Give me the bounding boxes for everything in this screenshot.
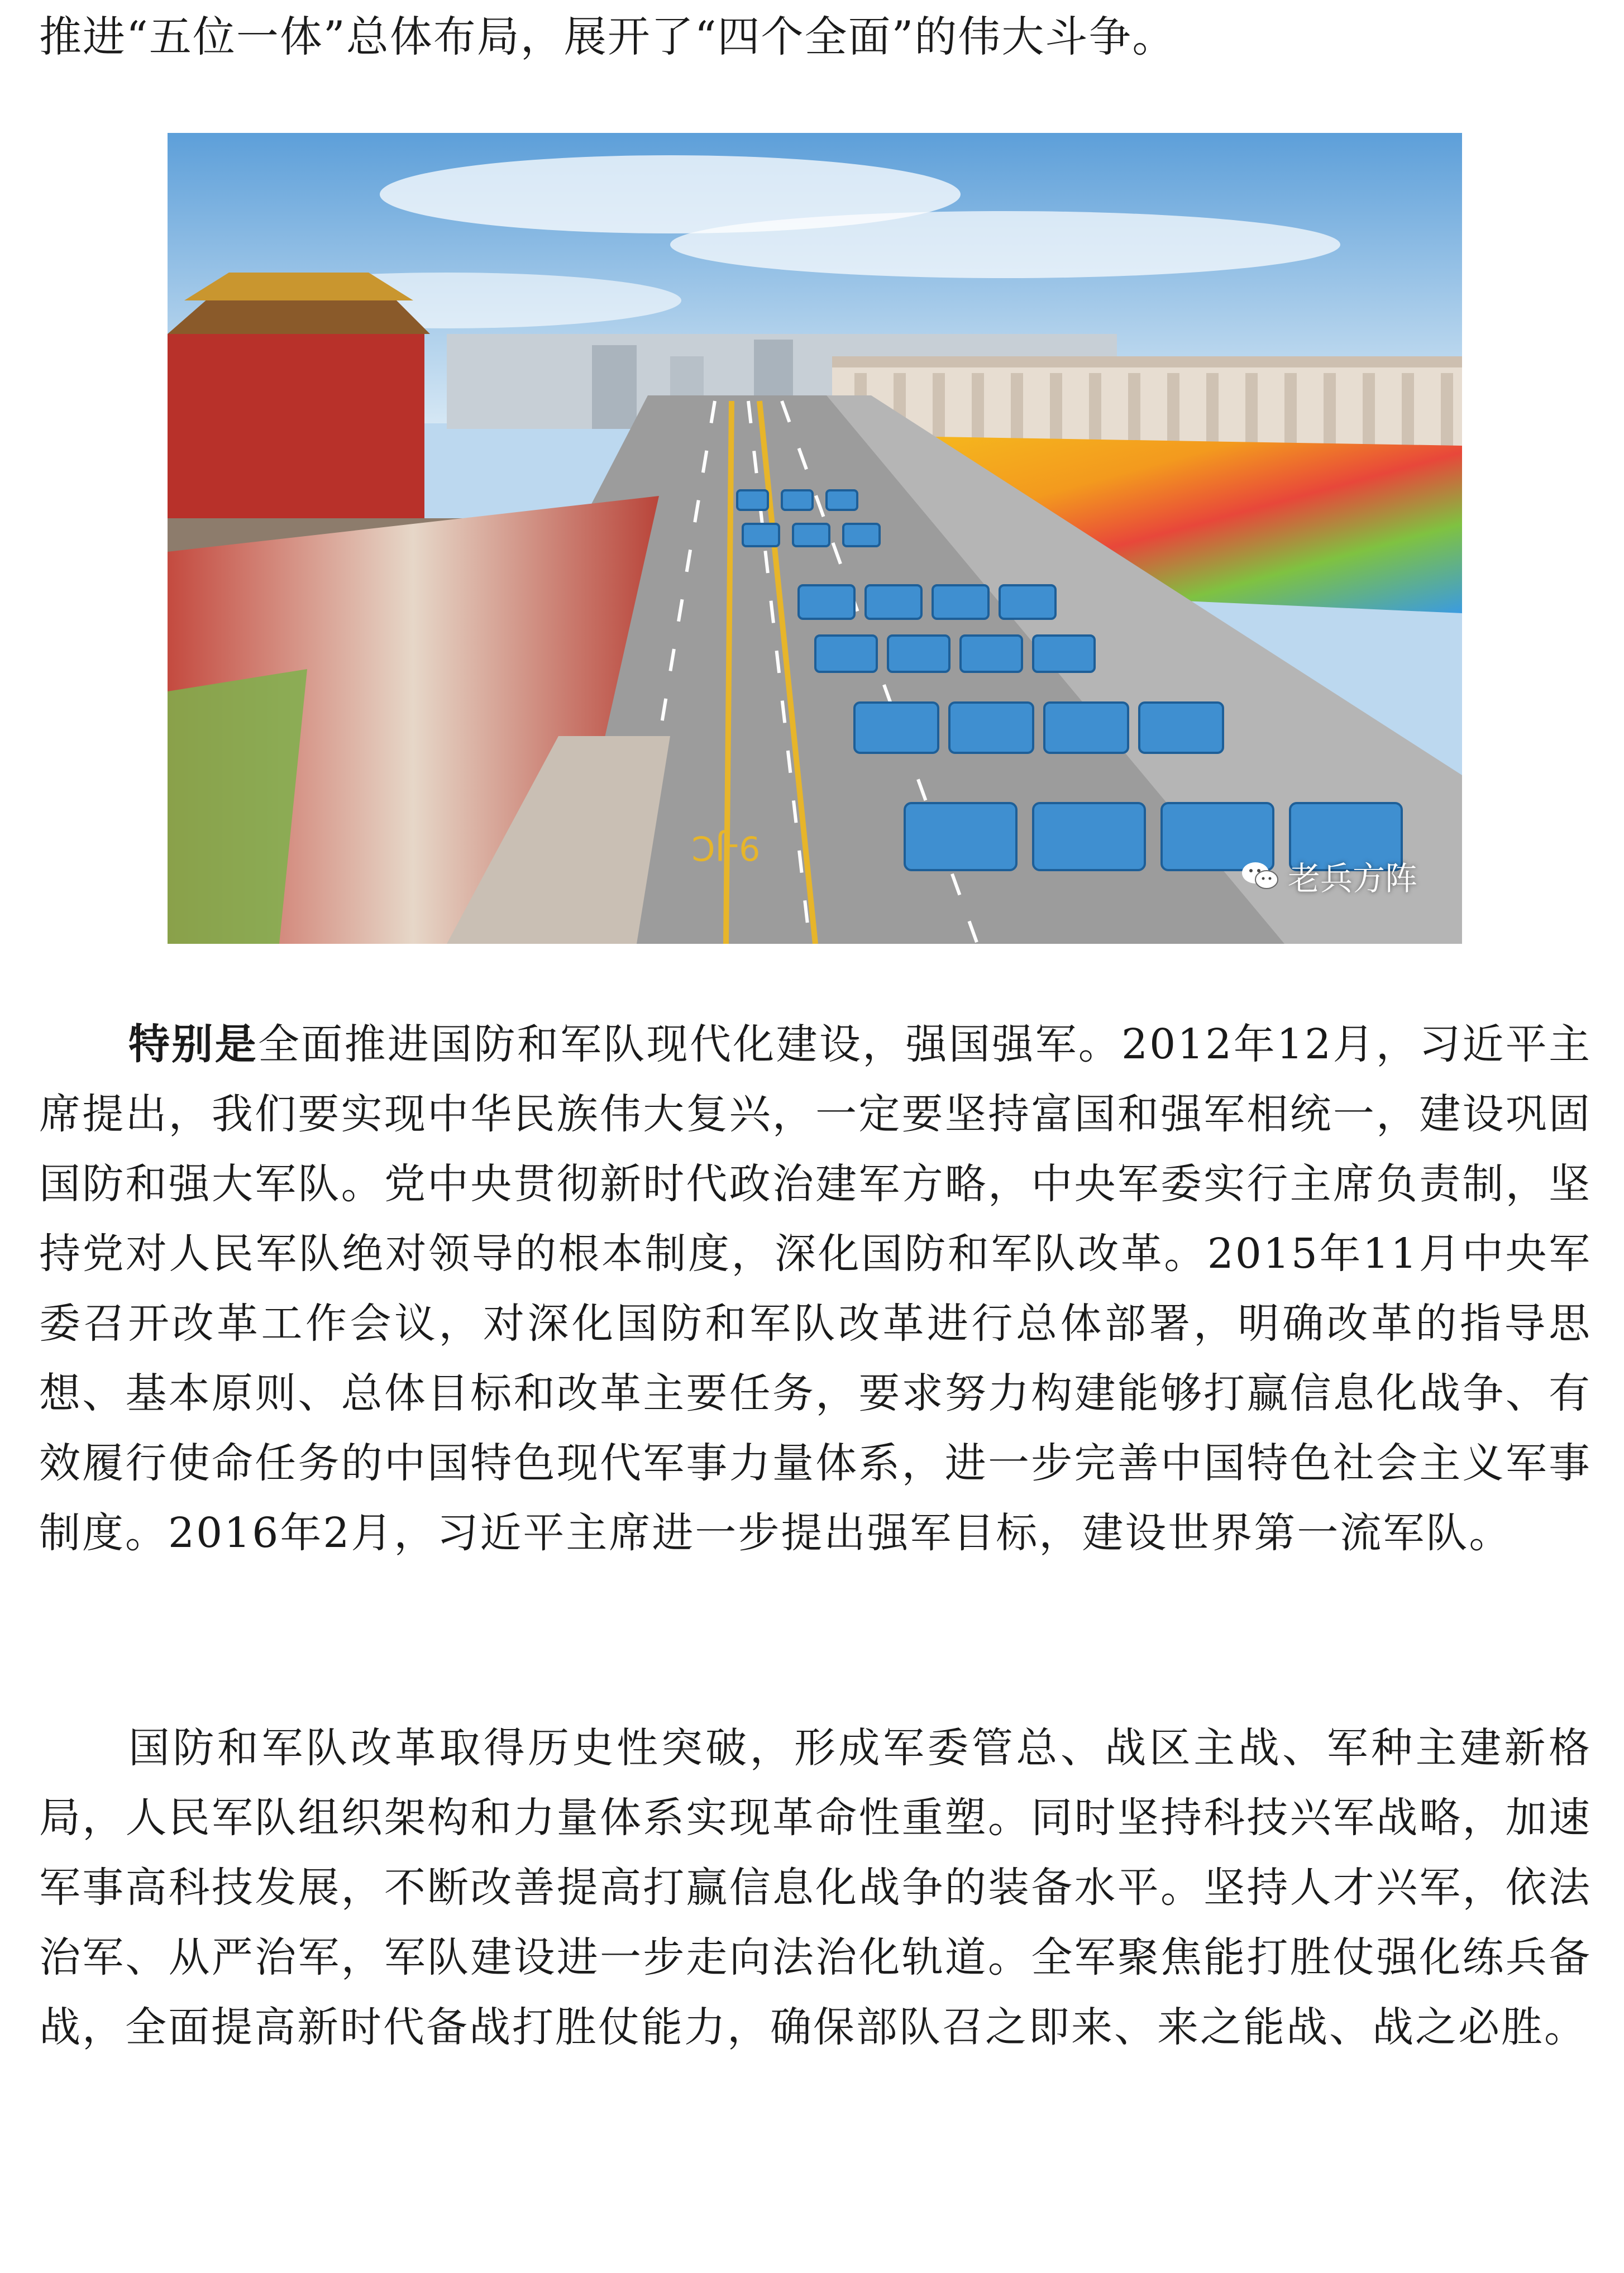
- paragraph-1: [39, 1010, 1592, 1568]
- wechat-icon: [1241, 861, 1280, 891]
- paragraph-1-body: 全面推进国防和军队现代化建设，强国强军。2012年12月，习近平主席提出，我们要实现中华民族伟大复兴，一定要坚持富国和强军相统一，建设巩固国防和强大军队。党中央贯彻新时代政治建军方略，中央军委实行主席负责制，坚持党对人民军队绝对领导的根本制度，深化国防和军队改革。2015年11月中央军委召开改革工作会议，对深化国防和军队改革进行总体部署，明确改革的指导思想、基本原则、总体目标和改革主要任务，要求努力构建能够打赢信息化战争、有效履行使命任务的中国特色现代军事力量体系，进一步完善中国特色社会主义军事制度。2016年2月，习近平主席进一步提出强军目标，建设世界第一流军队。: [39, 1020, 1592, 1557]
- road-marking: 9-JC: [691, 828, 761, 867]
- gate: [168, 334, 424, 518]
- paragraph-1-lead: 特别是: [128, 1020, 258, 1068]
- watermark-text: 老兵方阵: [1287, 859, 1417, 897]
- watermark: [1241, 852, 1417, 899]
- parade-photo: [168, 133, 1462, 944]
- top-line: 推进“五位一体”总体布局，展开了“四个全面”的伟大斗争。: [39, 12, 1176, 61]
- paragraph-2: 国防和军队改革取得历史性突破，形成军委管总、战区主战、军种主建新格局，人民军队组织架构和力量体系实现革命性重塑。同时坚持科技兴军战略，加速军事高科技发展，不断改善提高打赢信息化战争的装备水平。坚持人才兴军，依法治军、从严治军，军队建设进一步走向法治化轨道。全军聚焦能打胜仗强化练兵备战，全面提高新时代备战打胜仗能力，确保部队召之即来、来之能战、战之必胜。: [39, 1724, 1592, 2051]
